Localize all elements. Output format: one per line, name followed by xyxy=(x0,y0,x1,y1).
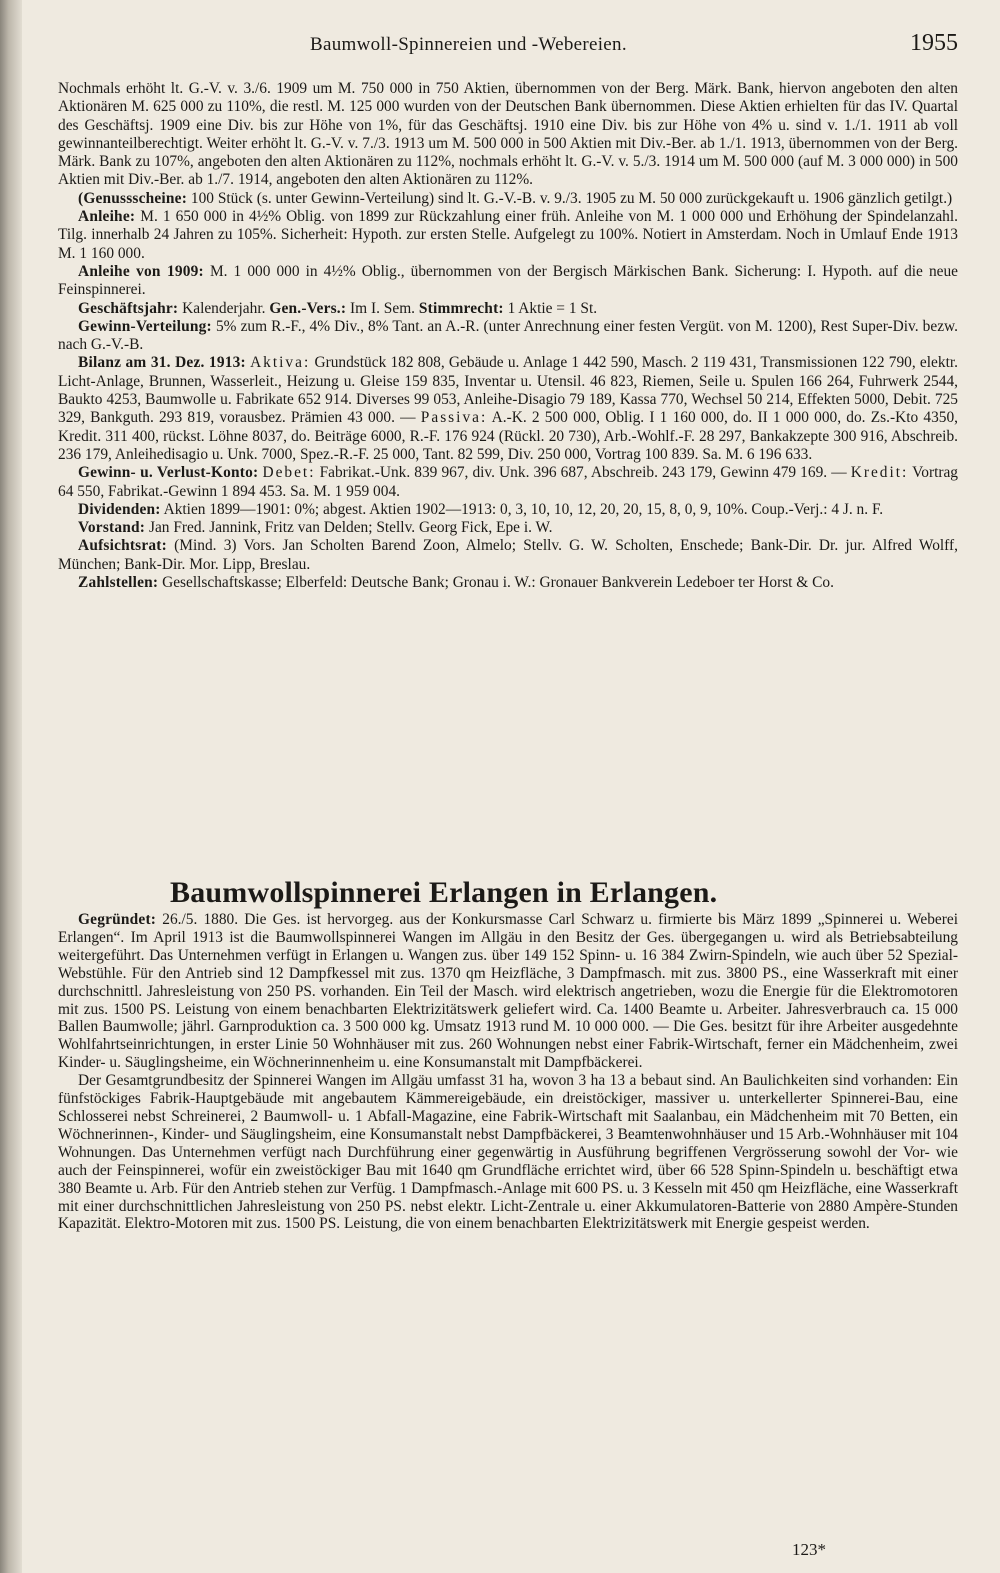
bilanz-label: Bilanz am 31. Dez. 1913: xyxy=(78,354,246,372)
company-entry-continued xyxy=(58,80,958,592)
genvers-text: Im I. Sem. xyxy=(350,299,416,317)
passiva-text: A.-K. 2 500 000, Oblig. I 1 160 000, do. II 1 000 000, do. Zs.-Kto 4350, Kredit. 311 400, rückst. Löhne 8037, do. Beiträge 6000, R.-F. 176 924 (Rückl. 20 730), Arb.-Wohlf.-F. 28 297, Bankakzepte 300 916, Abschreib. 236 179, Anleihedisagio u. Unk. 7000, Spez.-R.-F. 25 000, Tant. 82 599, Div. 250 000, Vortrag 100 839. Sa. M. 6 196 633. xyxy=(58,409,959,463)
vorstand-text: Jan Fred. Jannink, Fritz van Delden; Stellv. Georg Fick, Epe i. W. xyxy=(148,519,553,537)
gegruendet-text: 26./5. 1880. Die Ges. ist hervorgeg. aus der Konkursmasse Carl Schwarz u. firmierte bis März 1899 „Spinnerei u. Weberei Erlangen“. Im April 1913 ist die Baumwollspinnerei Wangen im Allgäu in den Besitz der Ges. übergegangen u. wird als Betriebsabteilung weitergeführt. Das Unternehmen verfügt in Erlangen u. Wangen zus. über 149 152 Spinn- u. 16 384 Zwirn-Spindeln, wie auch über 52 Spezial-Webstühle. Für den Antrieb sind 12 Dampfkessel mit zus. 1370 qm Heizfläche, 3 Dampfmasch. mit zus. 3800 PS., eine Wasserkraft mit einer durchschnittl. Jahresleistung von 250 PS. vorhanden. Ein Teil der Masch. wird elektrisch angetrieben, wozu die Energie für die Elektromotoren mit zus. 1500 PS. Leistung von einem benachbarten Elektrizitätswerk geliefert wird. Ca. 1400 Beamte u. Arbeiter. Jahresverbrauch ca. 15 000 Ballen Baumwolle; jährl. Garnproduktion ca. 3 500 000 kg. Umsatz 1913 rund M. 10 000 000. — Die Ges. besitzt für ihre Arbeiter ausgedehnte Wohlfahrtseinrichtungen, in erster Linie 50 Wohnhäuser mit zus. 260 Wohnungen nebst einer Fabrik-Wirtschaft, ferner ein Mädchenheim, zwei Kinder- u. Säuglingsheime, ein Wöchnerinnenheim u. eine Konsumanstalt mit Dampfbäckerei. xyxy=(58,911,958,1072)
aktiva-label: Aktiva: xyxy=(250,354,311,372)
geschaeftsjahr-label: Geschäftsjahr: xyxy=(78,299,179,317)
anleihe-text: M. 1 650 000 in 4½% Oblig. von 1899 zur Rückzahlung einer früh. Anleihe von M. 1 000 000 und Erhöhung der Spindelanzahl. Tilg. innerhalb 24 Jahren zu 105%. Sicherheit: Hypoth. zur ersten Stelle. Aufgelegt zu 100%. Notiert in Amsterdam. Noch in Umlauf Ende 1913 M. 1 160 000. xyxy=(58,208,958,262)
signature-mark: 123* xyxy=(792,1540,826,1559)
aufsichtsrat-label: Aufsichtsrat: xyxy=(78,537,167,555)
anleihe-1909-paragraph xyxy=(58,263,958,300)
general-info-paragraph xyxy=(58,300,958,318)
anleihe-label: Anleihe: xyxy=(78,208,136,226)
wangen-property-paragraph: Der Gesamtgrundbesitz der Spinnerei Wangen im Allgäu umfasst 31 ha, wovon 3 ha 13 a bebaut sind. An Baulichkeiten sind vorhanden: Ein fünfstöckiges Fabrik-Hauptgebäude mit angebautem Kämmereigebäude, ein dreistöckiger, massiver u. unterkellerter Spinnerei-Bau, eine Schlosserei nebst Schreinerei, 2 Baumwoll- u. 1 Abfall-Magazine, eine Fabrik-Wirtschaft mit Saalanbau, ein Mädchenheim mit 70 Betten, ein Wöchnerinnen-, Kinder- und Säuglingsheim, eine Konsumanstalt nebst Dampfbäckerei, 3 Beamtenwohnhäuser und 15 Arb.-Wohnhäuser mit 104 Wohnungen. Das Unternehmen verfügt nach Durchführung einer gegenwärtig in Ausführung begriffenen Vergrösserung sowohl der Vor- wie auch der Feinspinnerei, wofür ein zweistöckiger Bau mit 1640 qm Grundfläche errichtet wird, über 66 528 Spinn-Spindeln u. beschäftigt etwa 380 Beamte u. Arb. Für den Antrieb stehen zur Verfüg. 1 Dampfmasch.-Anlage mit 600 PS. u. 3 Kesseln mit 450 qm Heizfläche, eine Wasserkraft mit einer durchschnittlichen Jahresleistung von 250 PS. nebst elektr. Licht-Zentrale u. einer Akkumulatoren-Batterie von 2880 Ampère-Stunden Kapazität. Elektro-Motoren mit zus. 1500 PS. Leistung, die von einem benachbarten Elektrizitätswerk mit Energie gespeist werden. xyxy=(58,1072,958,1233)
stimmrecht-text: 1 Aktie = 1 St. xyxy=(507,299,598,317)
dividenden-label: Dividenden: xyxy=(78,500,161,518)
debet-label: Debet: xyxy=(262,464,316,482)
genvers-label: Gen.-Vers.: xyxy=(269,299,347,317)
dividenden-text: Aktien 1899—1901: 0%; abgest. Aktien 1902—1913: 0, 3, 10, 10, 12, 20, 20, 15, 8, 0, 9, 10%. Coup.-Verj.: 4 J. n. F. xyxy=(163,500,884,518)
kredit-label: Kredit: xyxy=(850,464,909,482)
anleihe-1909-label: Anleihe von 1909: xyxy=(78,262,204,280)
geschaeftsjahr-text: Kalenderjahr. xyxy=(182,299,266,317)
zahlstellen-label: Zahlstellen: xyxy=(78,574,159,592)
kredit-text: Vortrag 64 550, Fabrikat.-Gewinn 1 894 453. Sa. M. 1 959 004. xyxy=(58,464,959,500)
vorstand-label: Vorstand: xyxy=(78,519,146,537)
genussscheine-paragraph xyxy=(58,190,958,208)
guv-label: Gewinn- u. Verlust-Konto: xyxy=(78,464,259,482)
zahlstellen-text: Gesellschaftskasse; Elberfeld: Deutsche Bank; Gronau i. W.: Gronauer Bankverein Ledeboer ter Horst & Co. xyxy=(162,574,834,592)
gewinn-verteilung-text: 5% zum R.-F., 4% Div., 8% Tant. an A.-R. (unter Anrechnung einer festen Vergüt. von M. 1200), Rest Super-Div. bezw. nach G.-V.-B. xyxy=(58,317,958,354)
gegruendet-label: Gegründet: xyxy=(78,911,157,928)
genussscheine-text: 100 Stück (s. unter Gewinn-Verteilung) sind lt. G.-V.-B. v. 9./3. 1905 zu M. 50 000 zurückgekauft u. 1906 gänzlich getilgt.) xyxy=(190,189,953,207)
gewinn-verteilung-paragraph xyxy=(58,318,958,355)
company-heading: Baumwollspinnerei Erlangen in Erlangen. xyxy=(170,876,718,909)
guv-paragraph xyxy=(58,464,958,501)
dividenden-paragraph xyxy=(58,501,958,519)
gewinn-verteilung-label: Gewinn-Verteilung: xyxy=(78,317,212,335)
aktiva-text: Grundstück 182 808, Gebäude u. Anlage 1 442 590, Masch. 2 119 431, Transmissionen 122 790, elektr. Licht-Anlage, Brunnen, Wasserleit., Heizung u. Gleise 159 835, Inventar u. Utensil. 46 823, Riemen, Seile u. Spulen 166 264, Fuhrwerk 2544, Baukto 4253, Baumwolle u. Fabrikate 652 914. Diverses 99 053, Anleihe-Disagio 79 189, Kassa 770, Wechsel 50 214, Effekten 5000, Debit. 725 329, Bankguth. 293 819, vorausbez. Prämien 43 000. — xyxy=(58,354,958,427)
zahlstellen-paragraph xyxy=(58,574,958,592)
page-number: 1955 xyxy=(910,30,958,56)
bilanz-paragraph xyxy=(58,354,958,464)
gegruendet-paragraph xyxy=(58,911,958,1072)
anleihe-paragraph xyxy=(58,208,958,263)
stimmrecht-label: Stimmrecht: xyxy=(418,299,504,317)
aufsichtsrat-text: (Mind. 3) Vors. Jan Scholten Barend Zoon, Almelo; Stellv. G. W. Scholten, Enschede; Bank-Dir. Dr. jur. Alfred Wolff, München; Bank-Dir. Mor. Lipp, Breslau. xyxy=(58,537,959,573)
capital-history-paragraph: Nochmals erhöht lt. G.-V. v. 3./6. 1909 um M. 750 000 in 750 Aktien, übernommen von der Berg. Märk. Bank, hiervon angeboten den alten Aktionären M. 625 000 zu 110%, die restl. M. 125 000 wurden von der Deutschen Bank übernommen. Diese Aktien erhielten für das IV. Quartal des Geschäftsj. 1909 eine Div. bis zur Höhe von 1%, für das Geschäftsj. 1910 eine Div. bis zur Höhe von 4% u. sind v. 1./1. 1911 ab voll gewinnanteilberechtigt. Weiter erhöht lt. G.-V. v. 7./3. 1913 um M. 500 000 in 500 Aktien mit Div.-Ber. ab 1./1. 1913, übernommen von der Berg. Märk. Bank zu 107%, angeboten den alten Aktionären zu 112%, nochmals erhöht lt. G.-V. v. 5./3. 1914 um M. 500 000 (auf M. 3 000 000) in 500 Aktien mit Div.-Ber. ab 1./7. 1914, angeboten den alten Aktionären zu 112%. xyxy=(58,80,958,189)
page-binding-shadow xyxy=(0,0,22,1573)
company-entry-erlangen xyxy=(58,911,958,1233)
debet-text: Fabrikat.-Unk. 839 967, div. Unk. 396 687, Abschreib. 243 179, Gewinn 479 169. — xyxy=(319,464,847,482)
running-head: Baumwoll-Spinnereien und -Webereien. xyxy=(310,34,627,55)
passiva-label: Passiva: xyxy=(420,409,488,427)
genussscheine-label: (Genussscheine: xyxy=(78,189,188,207)
vorstand-paragraph xyxy=(58,519,958,537)
aufsichtsrat-paragraph xyxy=(58,537,958,574)
anleihe-1909-text: M. 1 000 000 in 4½% Oblig., übernommen von der Bergisch Märkischen Bank. Sicherung: I. Hypoth. auf die neue Feinspinnerei. xyxy=(58,262,958,299)
